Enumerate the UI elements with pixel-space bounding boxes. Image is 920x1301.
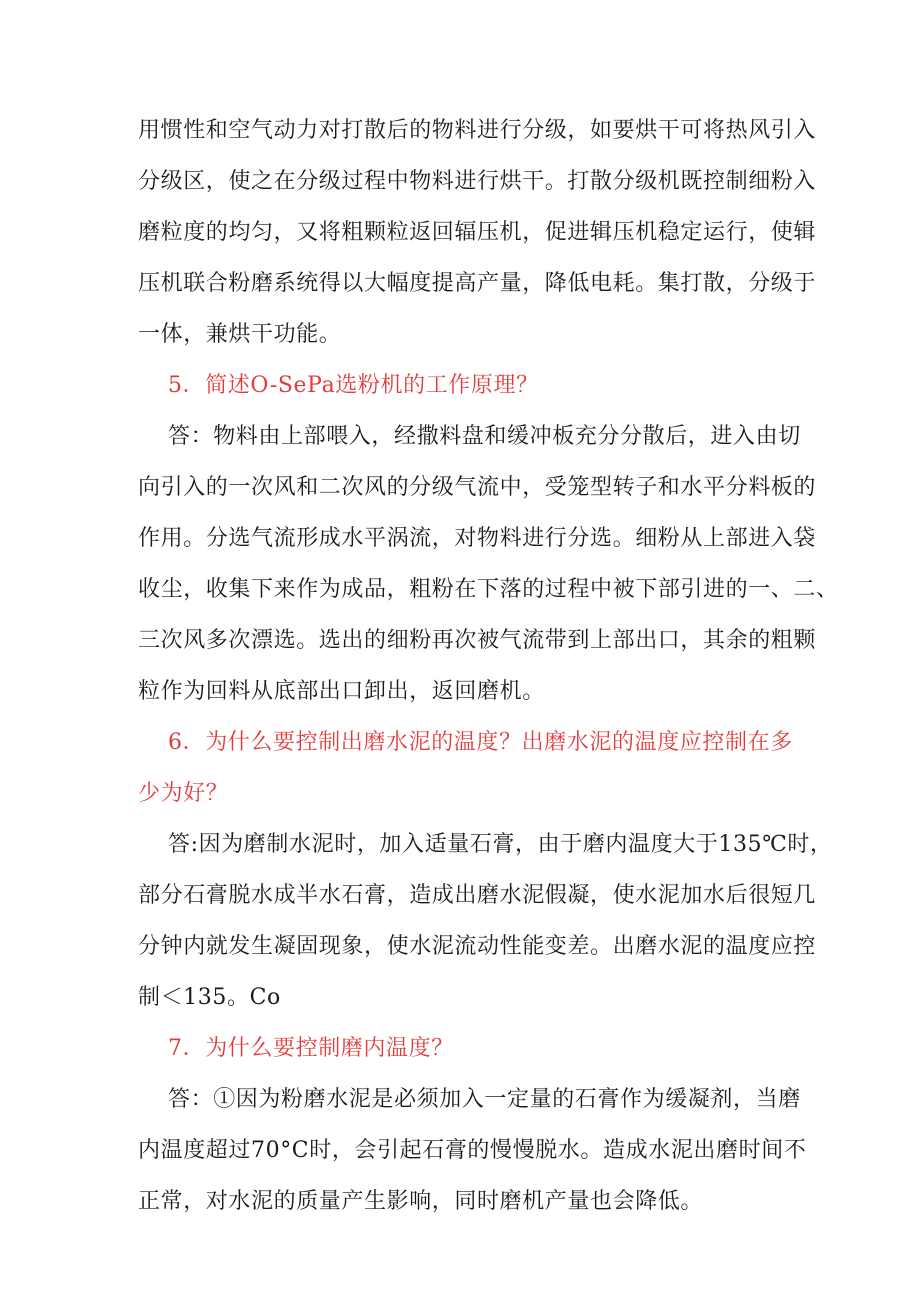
answer-line: 向引入的一次风和二次风的分级气流中，受笼型转子和水平分料板的 [138,475,817,500]
answer-line: 内温度超过70°C时，会引起石膏的慢慢脱水。造成水泥出磨时间不 [138,1138,807,1163]
answer-line: 部分石膏脱水成半水石膏，造成出磨水泥假凝，使水泥加水后很短几 [138,883,817,908]
answer-line: 收尘，收集下来作为成品，粗粉在下落的过程中被下部引进的一、二、 [138,577,839,602]
answer-line: 三次风多次漂选。选出的细粉再次被气流带到上部出口，其余的粗颗 [138,628,817,653]
question-6-heading: 6．为什么要控制出磨水泥的温度？出磨水泥的温度应控制在多 [168,730,793,755]
question-6-heading-cont: 少为好？ [138,781,229,806]
answer-line: 粒作为回料从底部出口卸出，返回磨机。 [138,679,545,704]
paragraph-line: 用惯性和空气动力对打散后的物料进行分级，如要烘干可将热风引入 [138,118,817,143]
paragraph-line: 磨粒度的均匀，又将粗颗粒返回辐压机，促进辑压机稳定运行，使辑 [138,220,817,245]
paragraph-line: 一体，兼烘干功能。 [138,322,342,347]
question-7-heading: 7．为什么要控制磨内温度？ [168,1036,454,1061]
answer-line: 答:因为磨制水泥时，加入适量石膏，由于磨内温度大于135℃时， [168,832,833,857]
paragraph-line: 分级区，使之在分级过程中物料进行烘干。打散分级机既控制细粉入 [138,169,817,194]
answer-line: 分钟内就发生凝固现象，使水泥流动性能变差。出磨水泥的温度应控 [138,934,817,959]
answer-line: 答：物料由上部喂入，经撒料盘和缓冲板充分分散后，进入由切 [168,424,801,449]
paragraph-line: 压机联合粉磨系统得以大幅度提高产量，降低电耗。集打散，分级于 [138,271,817,296]
answer-line: 作用。分选气流形成水平涡流，对物料进行分选。细粉从上部进入袋 [138,526,817,551]
answer-line: 正常，对水泥的质量产生影响，同时磨机产量也会降低。 [138,1189,704,1214]
question-5-heading: 5．简述O-SePa选粉机的工作原理？ [168,373,539,398]
answer-line: 制＜135。Co [138,985,281,1010]
answer-line: 答：①因为粉磨水泥是必须加入一定量的石膏作为缓凝剂，当磨 [168,1087,801,1112]
